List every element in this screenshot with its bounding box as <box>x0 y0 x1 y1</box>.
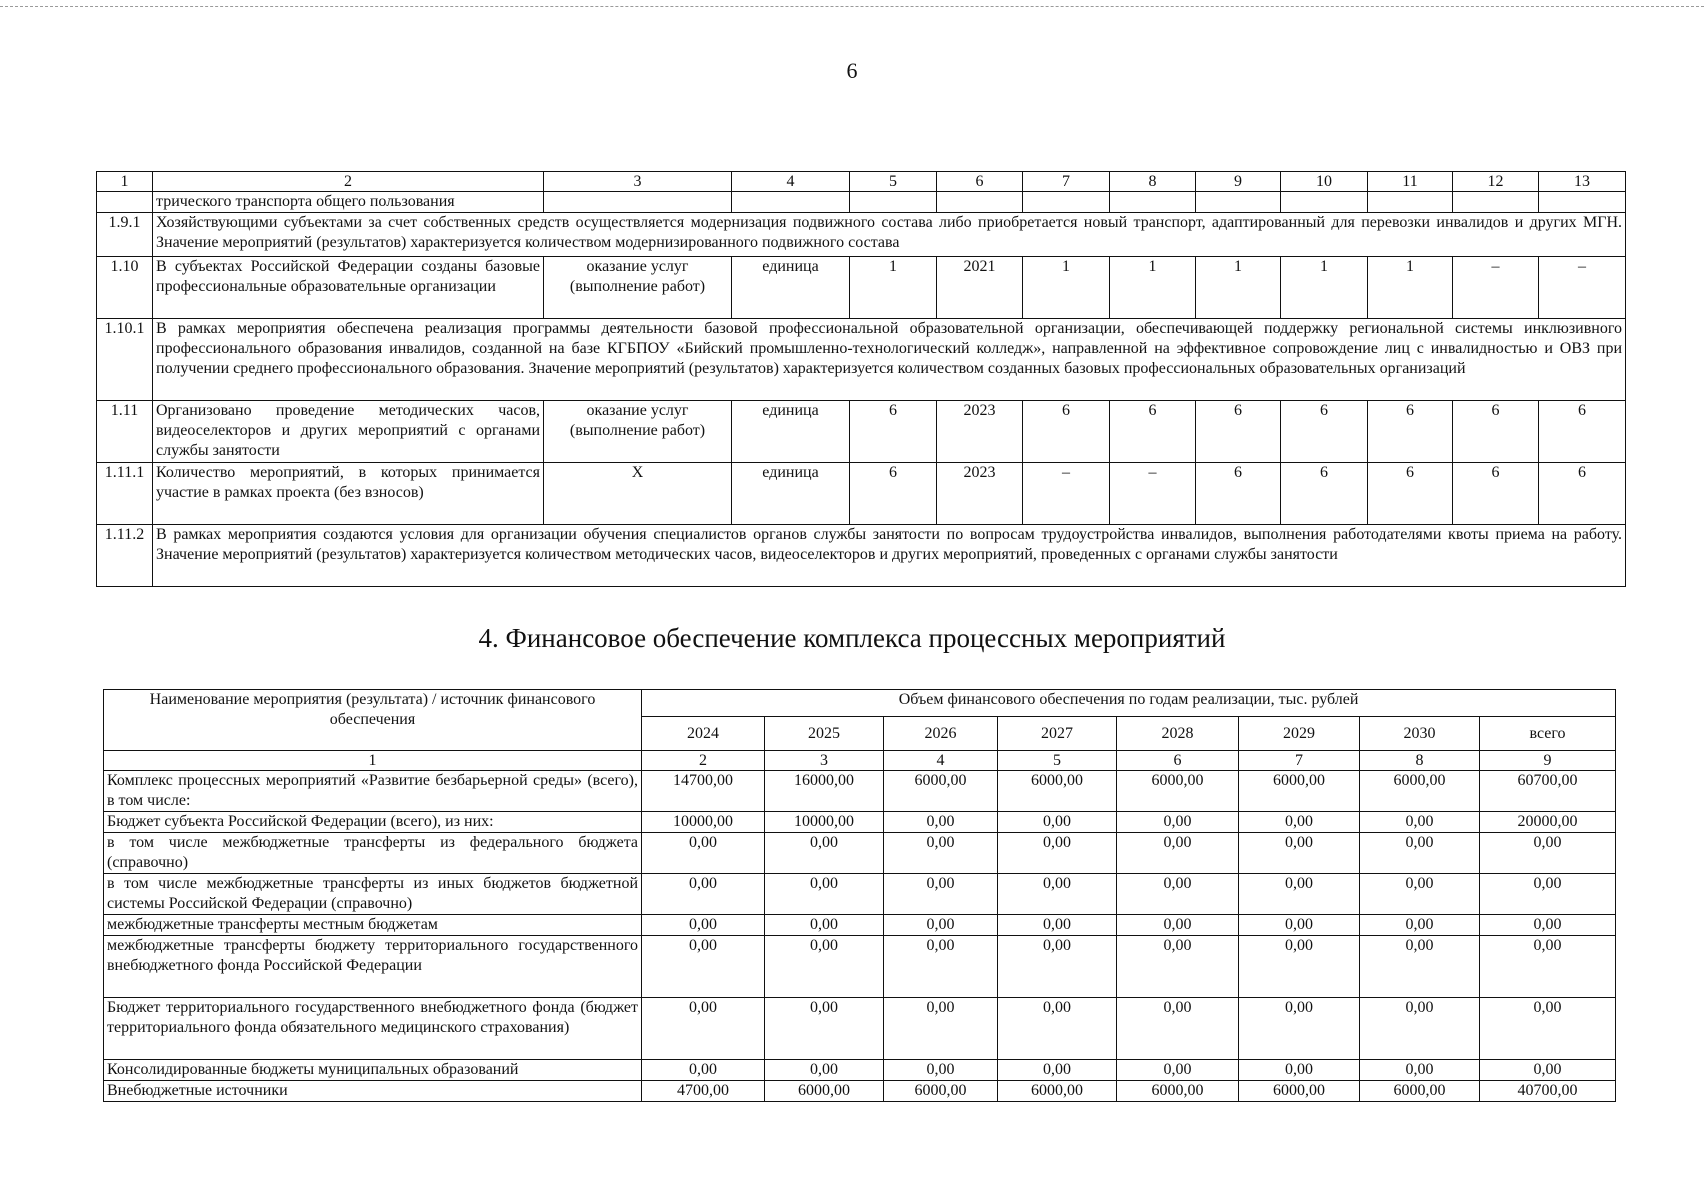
col-number: 7 <box>1239 751 1360 771</box>
row-value: 0,00 <box>1117 936 1239 998</box>
row-name: межбюджетные трансферты бюджету территориального государственного внебюджетного фонда Российской Федерации <box>104 936 642 998</box>
row-id: 1.10.1 <box>97 319 153 401</box>
row-total: 20000,00 <box>1480 812 1616 833</box>
row-name: Внебюджетные источники <box>104 1081 642 1102</box>
row-value: 0,00 <box>765 874 884 915</box>
table-row-note <box>97 319 1626 401</box>
row-note: В рамках мероприятия обеспечена реализация программы деятельности базовой профессиональной образовательной организации, обеспечивающей поддержку региональной системы инклюзивного профессионального образования инвалидов, созданной на базе КГБПОУ «Бийский промышленно-технологический колледж», направленной на эффективное сопровождение лиц с инвалидностью и ОВЗ при получении среднего профессионального образования. Значение мероприятий (результатов) характеризуется количеством созданных базовых профессиональных образовательных организаций <box>153 319 1626 401</box>
row-value: 0,00 <box>1239 936 1360 998</box>
year-header: 2029 <box>1239 717 1360 751</box>
table-row <box>104 812 1616 833</box>
row-value: 0,00 <box>1117 833 1239 874</box>
row-unit: единица <box>732 463 850 525</box>
row-value: 0,00 <box>1117 915 1239 936</box>
table-row <box>104 1060 1616 1081</box>
row-value: 6 <box>1196 463 1281 525</box>
row-total: 40700,00 <box>1480 1081 1616 1102</box>
row-value: 0,00 <box>642 936 765 998</box>
row-value: 0,00 <box>884 874 998 915</box>
row-value: 6000,00 <box>998 771 1117 812</box>
year-header: 2027 <box>998 717 1117 751</box>
col-number: 11 <box>1368 172 1453 192</box>
row-total: 0,00 <box>1480 1060 1616 1081</box>
row-year: 2021 <box>937 257 1023 319</box>
row-value: 6000,00 <box>765 1081 884 1102</box>
row-value: 6 <box>1539 463 1626 525</box>
col-number: 1 <box>104 751 642 771</box>
financing-table <box>103 689 1616 1102</box>
row-value: 6 <box>1368 463 1453 525</box>
col-number: 3 <box>544 172 732 192</box>
row-note: В рамках мероприятия создаются условия для организации обучения специалистов органов службы занятости по вопросам трудоустройства инвалидов, выполнения работодателями квоты приема на работу. Значение мероприятий (результатов) характеризуется количеством методических часов, видеоселекторов и других мероприятий, проведенных с органами службы занятости <box>153 525 1626 587</box>
continuation-row <box>97 192 1626 213</box>
row-value: 0,00 <box>998 1060 1117 1081</box>
row-value: 0,00 <box>998 936 1117 998</box>
row-value: 0,00 <box>642 915 765 936</box>
row-total: 0,00 <box>1480 874 1616 915</box>
row-value: 6000,00 <box>884 771 998 812</box>
row-value: 0,00 <box>884 812 998 833</box>
table-row <box>104 1081 1616 1102</box>
row-value: 6000,00 <box>1239 771 1360 812</box>
row-value: 1 <box>1196 257 1281 319</box>
row-value: 0,00 <box>998 812 1117 833</box>
col-number: 13 <box>1539 172 1626 192</box>
col-number: 5 <box>850 172 937 192</box>
col-number: 9 <box>1480 751 1616 771</box>
row-value: 6000,00 <box>1360 1081 1480 1102</box>
row-value: 0,00 <box>1239 874 1360 915</box>
col-number: 3 <box>765 751 884 771</box>
table-row <box>104 833 1616 874</box>
col-number: 2 <box>153 172 544 192</box>
row-value: 1 <box>1023 257 1110 319</box>
row-id: 1.11.1 <box>97 463 153 525</box>
row-value: 14700,00 <box>642 771 765 812</box>
table-row <box>97 401 1626 463</box>
row-value: 0,00 <box>1360 1060 1480 1081</box>
col-number: 6 <box>937 172 1023 192</box>
row-value: 0,00 <box>1117 812 1239 833</box>
col-number: 1 <box>97 172 153 192</box>
row-value: – <box>1539 257 1626 319</box>
row-value: 6000,00 <box>884 1081 998 1102</box>
table-row <box>104 771 1616 812</box>
row-total: 0,00 <box>1480 915 1616 936</box>
row-kind: оказание услуг (выполнение работ) <box>544 257 732 319</box>
row-value: 0,00 <box>1360 833 1480 874</box>
row-value: 0,00 <box>1117 998 1239 1060</box>
row-year: 2023 <box>937 463 1023 525</box>
row-value: 6000,00 <box>1360 771 1480 812</box>
row-value: 1 <box>1281 257 1368 319</box>
row-value: 0,00 <box>765 1060 884 1081</box>
year-header: 2024 <box>642 717 765 751</box>
name-column-header: Наименование мероприятия (результата) / источник финансового обеспечения <box>104 690 642 751</box>
row-unit: единица <box>732 401 850 463</box>
table-row <box>104 998 1616 1060</box>
row-name: В субъектах Российской Федерации созданы базовые профессиональные образовательные организации <box>153 257 544 319</box>
row-value: 0,00 <box>642 998 765 1060</box>
group-header: Объем финансового обеспечения по годам реализации, тыс. рублей <box>642 690 1616 717</box>
row-value: 0,00 <box>1360 915 1480 936</box>
row-total: 0,00 <box>1480 998 1616 1060</box>
row-value: 0,00 <box>884 936 998 998</box>
total-header: всего <box>1480 717 1616 751</box>
row-value: 0,00 <box>998 833 1117 874</box>
row-value: 0,00 <box>1360 874 1480 915</box>
row-value: 0,00 <box>1117 1060 1239 1081</box>
table-row <box>97 463 1626 525</box>
row-value: 0,00 <box>1360 936 1480 998</box>
page-number: 6 <box>846 58 858 83</box>
row-value: – <box>1110 463 1196 525</box>
col-number: 8 <box>1110 172 1196 192</box>
row-value: 0,00 <box>1360 998 1480 1060</box>
scan-edge-line <box>0 6 1704 7</box>
table-row <box>104 874 1616 915</box>
section-title: 4. Финансовое обеспечение комплекса процессных мероприятий <box>478 623 1226 653</box>
col-number: 7 <box>1023 172 1110 192</box>
col-number: 10 <box>1281 172 1368 192</box>
row-name: Организовано проведение методических часов, видеоселекторов и других мероприятий с органами службы занятости <box>153 401 544 463</box>
financing-header-row <box>104 690 1616 717</box>
row-value: 0,00 <box>998 915 1117 936</box>
col-number: 5 <box>998 751 1117 771</box>
row-value: 0,00 <box>765 998 884 1060</box>
row-value: 0,00 <box>1239 812 1360 833</box>
row-name: Консолидированные бюджеты муниципальных образований <box>104 1060 642 1081</box>
row-id: 1.11 <box>97 401 153 463</box>
col-number-row <box>104 751 1616 771</box>
row-unit: единица <box>732 257 850 319</box>
col-number: 4 <box>732 172 850 192</box>
year-header: 2026 <box>884 717 998 751</box>
row-value: 0,00 <box>765 833 884 874</box>
year-header: 2030 <box>1360 717 1480 751</box>
row-base: 6 <box>850 463 937 525</box>
row-value: 0,00 <box>884 998 998 1060</box>
col-number: 12 <box>1453 172 1539 192</box>
row-kind: Х <box>544 463 732 525</box>
row-value: 6 <box>1453 401 1539 463</box>
row-value: 10000,00 <box>642 812 765 833</box>
row-value: 0,00 <box>1117 874 1239 915</box>
row-name: в том числе межбюджетные трансферты из иных бюджетов бюджетной системы Российской Федерации (справочно) <box>104 874 642 915</box>
continuation-text: трического транспорта общего пользования <box>153 192 544 213</box>
col-number: 4 <box>884 751 998 771</box>
row-base: 1 <box>850 257 937 319</box>
row-value: 0,00 <box>642 833 765 874</box>
col-number: 8 <box>1360 751 1480 771</box>
row-value: 6000,00 <box>998 1081 1117 1102</box>
row-name: Бюджет субъекта Российской Федерации (всего), из них: <box>104 812 642 833</box>
row-total: 0,00 <box>1480 833 1616 874</box>
row-value: 6 <box>1196 401 1281 463</box>
row-id: 1.10 <box>97 257 153 319</box>
row-note: Хозяйствующими субъектами за счет собственных средств осуществляется модернизация подвижного состава либо приобретается новый транспорт, адаптированный для перевозки инвалидов и других МГН. Значение мероприятий (результатов) характеризуется количеством модернизированного подвижного состава <box>153 213 1626 257</box>
row-value: 4700,00 <box>642 1081 765 1102</box>
row-value: 0,00 <box>642 1060 765 1081</box>
row-value: 6000,00 <box>1117 1081 1239 1102</box>
row-year: 2023 <box>937 401 1023 463</box>
row-value: 1 <box>1110 257 1196 319</box>
row-total: 60700,00 <box>1480 771 1616 812</box>
row-name: Комплекс процессных мероприятий «Развитие безбарьерной среды» (всего), в том числе: <box>104 771 642 812</box>
row-value: 0,00 <box>884 915 998 936</box>
row-value: 6 <box>1110 401 1196 463</box>
row-value: 0,00 <box>998 998 1117 1060</box>
col-number: 9 <box>1196 172 1281 192</box>
row-value: – <box>1023 463 1110 525</box>
row-id: 1.9.1 <box>97 213 153 257</box>
row-value: 0,00 <box>884 1060 998 1081</box>
row-value: 6 <box>1368 401 1453 463</box>
row-value: 6000,00 <box>1117 771 1239 812</box>
row-total: 0,00 <box>1480 936 1616 998</box>
row-value: 0,00 <box>1239 915 1360 936</box>
row-value: 0,00 <box>884 833 998 874</box>
row-value: 6 <box>1281 401 1368 463</box>
row-value: 0,00 <box>765 936 884 998</box>
table-row <box>97 257 1626 319</box>
row-value: – <box>1453 257 1539 319</box>
row-value: 0,00 <box>1239 1060 1360 1081</box>
row-value: 0,00 <box>1360 812 1480 833</box>
year-header: 2025 <box>765 717 884 751</box>
table-row <box>104 915 1616 936</box>
row-value: 0,00 <box>1239 833 1360 874</box>
row-name: Бюджет территориального государственного внебюджетного фонда (бюджет территориального фонда обязательного медицинского страхования) <box>104 998 642 1060</box>
row-value: 10000,00 <box>765 812 884 833</box>
row-value: 0,00 <box>642 874 765 915</box>
year-header: 2028 <box>1117 717 1239 751</box>
row-value: 6 <box>1023 401 1110 463</box>
row-value: 0,00 <box>765 915 884 936</box>
column-number-row <box>97 172 1626 192</box>
table-row-note <box>97 213 1626 257</box>
row-name: в том числе межбюджетные трансферты из федерального бюджета (справочно) <box>104 833 642 874</box>
table-row <box>104 936 1616 998</box>
row-base: 6 <box>850 401 937 463</box>
row-value: 6 <box>1453 463 1539 525</box>
row-kind: оказание услуг (выполнение работ) <box>544 401 732 463</box>
row-value: 16000,00 <box>765 771 884 812</box>
row-value: 0,00 <box>1239 998 1360 1060</box>
results-table <box>96 171 1626 587</box>
col-number: 2 <box>642 751 765 771</box>
row-value: 6000,00 <box>1239 1081 1360 1102</box>
col-number: 6 <box>1117 751 1239 771</box>
row-value: 6 <box>1539 401 1626 463</box>
row-value: 1 <box>1368 257 1453 319</box>
row-id: 1.11.2 <box>97 525 153 587</box>
table-row-note <box>97 525 1626 587</box>
row-value: 6 <box>1281 463 1368 525</box>
row-name: межбюджетные трансферты местным бюджетам <box>104 915 642 936</box>
row-name: Количество мероприятий, в которых принимается участие в рамках проекта (без взносов) <box>153 463 544 525</box>
row-value: 0,00 <box>998 874 1117 915</box>
